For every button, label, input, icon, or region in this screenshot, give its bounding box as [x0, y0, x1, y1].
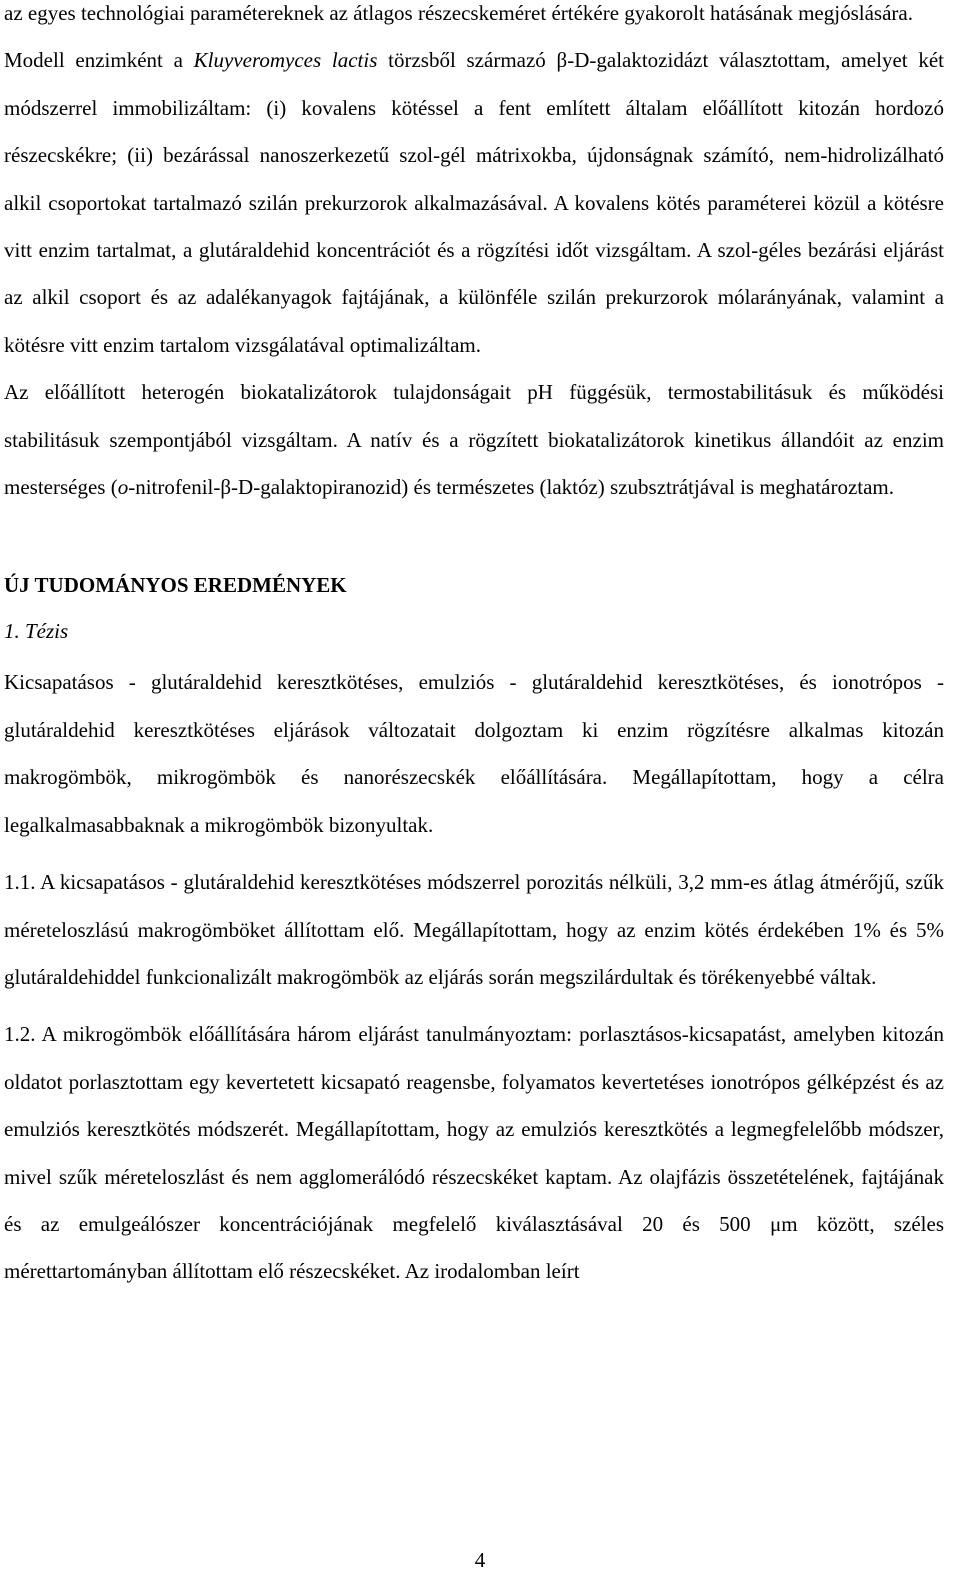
- thesis-point-1-1: 1.1. A kicsapatásos - glutáraldehid keresztkötéses módszerrel porozitás nélküli, 3,2 mm-es átlag átmérőjű, szűk méreteloszlású makrogömböket állítottam elő. Megállapítottam, hogy az enzim kötés érdekében 1% és 5% glutáraldehiddel funkcionalizált makrogömbök az eljárás során megszilárdultak és törékenyebbé váltak.: [4, 870, 944, 989]
- thesis-label: 1. Tézis: [4, 619, 69, 644]
- page-number: 4: [474, 1548, 486, 1572]
- section-heading: ÚJ TUDOMÁNYOS EREDMÉNYEK: [4, 573, 347, 598]
- thesis-point-1-2: 1.2. A mikrogömbök előállítására három eljárást tanulmányoztam: porlasztásos-kicsapatást, amelyben kitozán oldatot porlasztottam egy kevertetett kicsapató reagensbe, folyamatos kevertetéses ionotrópos gélképzést és az emulziós keresztkötés módszerét. Megállapítottam, hogy az emulziós keresztkötés a legmegfelelőbb módszer, mivel szűk méreteloszlást és nem agglomerálódó részecskéket kaptam. Az olajfázis összetételének, fajtájának és az emulgeálószer koncentrációjának megfelelő kiválasztásával 20 és 500 μm között, széles mérettartományban állítottam elő részecskéket. Az irodalomban leírt: [4, 1022, 944, 1284]
- thesis-main-paragraph: Kicsapatásos - glutáraldehid keresztkötéses, emulziós - glutáraldehid keresztkötéses, és ionotrópos - glutáraldehid keresztkötéses eljárások változatait dolgoztam ki enzim rögzítésre alkalmas kitozán makrogömbök, mikrogömbök és nanorészecskék előállítására. Megállapítottam, hogy a célra legalkalmasabbaknak a mikrogömbök bizonyultak.: [4, 670, 944, 837]
- document-page: [4, 0, 944, 1296]
- species-name: Kluyveromyces lactis: [193, 48, 378, 73]
- intro-line-a: az egyes technológiai paramétereknek az átlagos részecskeméret értékére gyakorolt hatásának megjóslására.: [4, 1, 913, 25]
- intro-paragraph-1: az egyes technológiai paramétereknek az átlagos részecskeméret értékére gyakorolt hatásának megjóslására. Modell enzimként a Kluyveromyces lactis törzsből származó β-D-galaktozidázt választottam, amelyet két módszerrel immobilizáltam: (i) kovalens kötéssel a fent említett általam előállított kitozán hordozó részecskékre; (ii) bezárással nanoszerkezetű szol-gél mátrixokba, újdonságnak számító, nem-hidrolizálható alkil csoportokat tartalmazó szilán prekurzorok alkalmazásával. A kovalens kötés paraméterei közül a kötésre vitt enzim tartalmat, a glutáraldehid koncentrációt és a rögzítési időt vizsgáltam. A szol-géles bezárási eljárást az alkil csoport és az adalékanyagok fajtájának, a különféle szilán prekurzorok mólarányának, valamint a kötésre vitt enzim tartalom vizsgálatával optimalizáltam. Az előállított heterogén biokatalizátorok tulajdonságait pH függésük, termostabilitásuk és működési stabilitásuk szempontjából vizsgáltam. A natív és a rögzített biokatalizátorok kinetikus állandóit az enzim mesterséges (o-nitrofenil-β-D-galaktopiranozid) és természetes (laktóz) szubsztrátjával is meghatároztam.: [4, 1, 945, 500]
